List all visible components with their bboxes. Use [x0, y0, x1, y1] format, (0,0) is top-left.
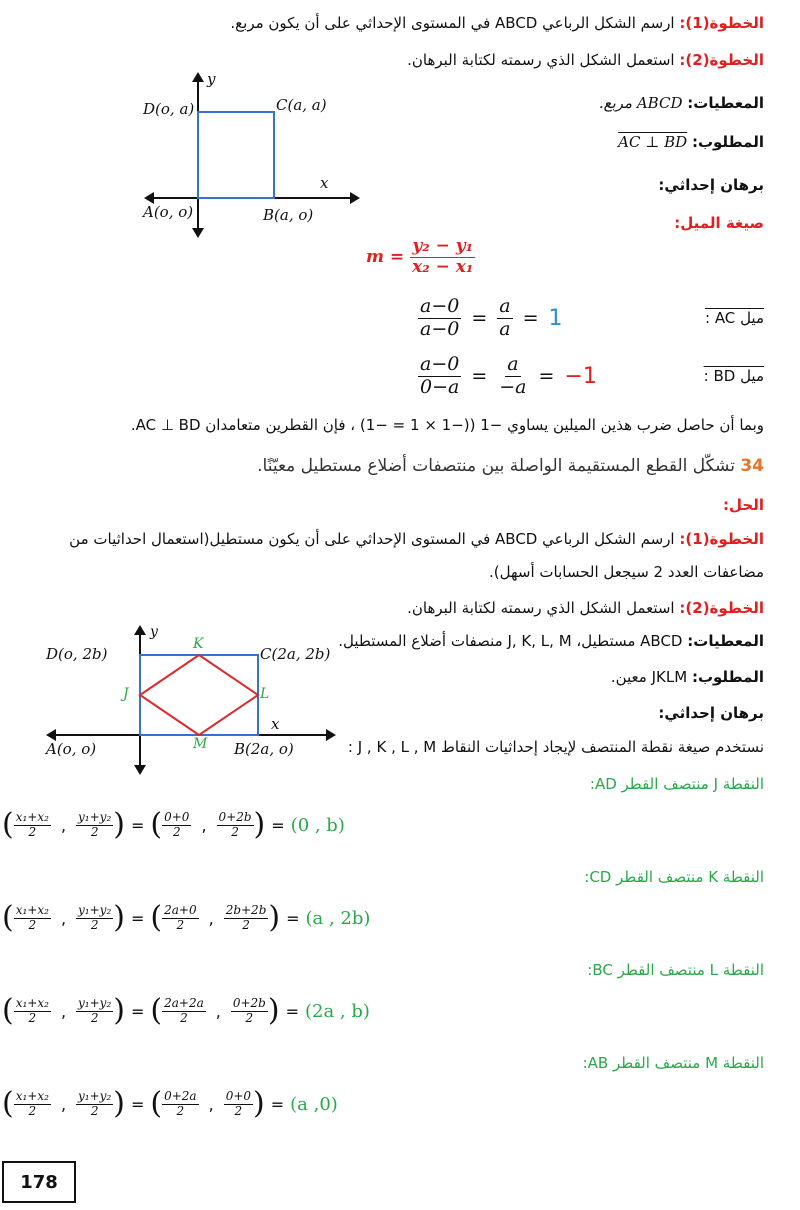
j-d2: 2: [231, 824, 239, 839]
slope-bd-den1: 0−a: [420, 375, 460, 398]
slope-ac-num2: a: [499, 295, 511, 317]
slope-bd-label: [704, 367, 764, 385]
p33-given-text: ABCD مربع.: [598, 94, 683, 112]
j-xden: 2: [28, 824, 37, 839]
slope-ac-num1: a−0: [420, 295, 460, 317]
p34-step2-text: استعمل الشكل الذي رسمته لكتابة البرهان.: [407, 599, 675, 617]
p33-required: [618, 133, 764, 151]
l-xnum: x₁+x₂: [15, 995, 49, 1010]
slope-bd-den2: −a: [499, 375, 527, 398]
p34-step1: [69, 530, 764, 548]
midpoint-k-row: ( $\frac{\text{x₁+x₂}}{2}$ , $\frac{\text{y₁+y₂}}{2}$ ) = ( $\frac{2a+0}{2}$ , $\frac{2b+2b}{2}$ ) = (a , 2b): [2, 900, 371, 935]
slope-formula-num: y₂ − y₁: [412, 236, 474, 256]
x-axis-arrow-right: [350, 192, 360, 204]
j-d1: 2: [172, 824, 181, 839]
p33-required-text: AC ⊥ BD: [618, 133, 688, 151]
fig2-label-a: A(o, o): [46, 740, 97, 758]
p33-given-label: المعطيات:: [687, 94, 764, 112]
p33-conclusion: وبما أن حاصل ضرب هذين الميلين يساوي −1 ((−1 × 1 = −1) ، فإن القطرين متعامدان AC ⊥ BD.: [130, 416, 764, 434]
midpoint-m-result: (a ,0): [290, 1093, 338, 1115]
midpoint-j-row: ( $\frac{\text{x₁+x₂}}{2}$ , $\frac{\text{y₁+y₂}}{2}$ ) = ( $\frac{0+0}{2}$ , $\frac{0+2b}{2}$ ) = (0 , b): [2, 807, 345, 842]
y-axis-arrow-down: [192, 228, 204, 238]
p34-required: [611, 668, 764, 686]
m-yden: 2: [90, 1103, 99, 1118]
p33-slope-formula-label: صيغة الميل:: [674, 214, 764, 232]
slope-bd-result: −1: [564, 363, 597, 389]
l-n2: 0+2b: [232, 995, 266, 1010]
m-comma: ,: [60, 1094, 67, 1114]
k-d1: 2: [176, 917, 185, 932]
midpoint-l-label: النقطة L منتصف القطر BC:: [587, 961, 764, 979]
p34-step1-label: الخطوة(1):: [679, 530, 764, 548]
p34-proof-label: برهان إحداثي:: [658, 704, 764, 722]
m-ynum: y₁+y₂: [78, 1088, 112, 1103]
m-d2: 2: [234, 1103, 243, 1118]
p34-required-label: المطلوب:: [691, 668, 764, 686]
p34-statement-text: تشكّل القطع المستقيمة الواصلة بين منتصفات أضلاع مستطيل معيّنًا.: [257, 456, 735, 476]
p34-number: 34: [740, 456, 764, 476]
slope-bd-num2: a: [507, 353, 519, 375]
x-axis-2-arrow-right: [326, 729, 336, 741]
p33-step1-label: الخطوة(1):: [679, 14, 764, 32]
fig1-label-d: D(o, a): [143, 100, 195, 118]
midpoint-k-label: النقطة K منتصف القطر CD:: [584, 868, 764, 886]
p34-required-text: JKLM معين.: [610, 668, 688, 686]
m-xden: 2: [28, 1103, 37, 1118]
l-ynum: y₁+y₂: [78, 995, 112, 1010]
k-yden: 2: [90, 917, 99, 932]
p34-step1-cont: مضاعفات العدد 2 سيجعل الحسابات أسهل).: [489, 563, 764, 581]
midpoint-l-result: (2a , b): [304, 1000, 370, 1022]
square-abcd: [198, 112, 274, 198]
fig2-label-j: J: [123, 686, 129, 702]
k-n1: 2a+0: [164, 902, 197, 917]
p34-solution-label: الحل:: [723, 496, 764, 514]
fig2-label-l: L: [260, 686, 270, 702]
p33-step1-text: ارسم الشكل الرباعي ABCD في المستوى الإحداثي على أن يكون مربع.: [230, 14, 675, 32]
p34-step2: [407, 599, 764, 617]
fig1-axis-y: y: [207, 70, 216, 88]
fig2-axis-x: x: [271, 715, 280, 733]
slope-ac-label-text: ميل AC :: [704, 309, 764, 327]
p33-step2-label: الخطوة(2):: [679, 51, 764, 69]
l-n1: 2a+2a: [164, 995, 204, 1010]
slope-ac-label: [705, 309, 764, 327]
p34-intro: نستخدم صيغة نقطة المنتصف لإيجاد إحداثيات النقاط J , K , L , M :: [347, 738, 764, 756]
l-d1: 2: [180, 1010, 188, 1025]
midpoint-m-row: ( $\frac{\text{x₁+x₂}}{2}$ , $\frac{\text{y₁+y₂}}{2}$ ) = ( $\frac{0+2a}{2}$ , $\frac{0+0}{2}$ ) = (a ,0): [2, 1086, 338, 1121]
p34-step1-text: ارسم الشكل الرباعي ABCD في المستوى الإحداثي على أن يكون مستطيل(استعمال احداثيات من: [69, 530, 675, 548]
midpoint-j-result: (0 , b): [290, 814, 345, 836]
l-xden: 2: [28, 1010, 37, 1025]
slope-formula: [366, 237, 475, 277]
m-n2: 0+0: [225, 1088, 252, 1103]
midpoint-k-result: (a , 2b): [305, 907, 371, 929]
l-d2: 2: [245, 1010, 254, 1025]
page-number: 178: [2, 1161, 76, 1203]
fig2-label-m: M: [193, 736, 208, 752]
j-ynum: y₁+y₂: [78, 809, 112, 824]
y-axis-arrow-up: [192, 72, 204, 82]
midpoint-l-row: ( $\frac{\text{x₁+x₂}}{2}$ , $\frac{\text{y₁+y₂}}{2}$ ) = ( $\frac{2a+2a}{2}$ , $\frac{0+2b}{2}$ ) = (2a , b): [2, 993, 370, 1028]
k-xnum: x₁+x₂: [15, 902, 49, 917]
slope-bd-num1: a−0: [420, 353, 460, 375]
p34-given-text: ABCD مستطيل، J, K, L, M منصفات أضلاع المستطيل.: [338, 632, 683, 650]
slope-formula-lhs: m =: [366, 247, 405, 268]
slope-ac-den2: a: [499, 317, 511, 340]
fig2-axis-y: y: [150, 624, 158, 640]
j-xnum: x₁+x₂: [15, 809, 49, 824]
m-xnum: x₁+x₂: [15, 1088, 49, 1103]
fig2-label-c: C(2a, 2b): [260, 645, 331, 663]
j-yden: 2: [90, 824, 99, 839]
y-axis-2-arrow-up: [134, 625, 146, 635]
slope-bd-label-text: ميل BD :: [703, 367, 764, 385]
p33-step1: [230, 14, 764, 32]
fig1-axis-x: x: [320, 174, 329, 192]
midpoint-j-label: النقطة J منتصف القطر AD:: [589, 775, 764, 793]
y-axis-2-arrow-down: [134, 765, 146, 775]
k-comma: ,: [60, 908, 67, 928]
j-n1: 0+0: [164, 809, 190, 824]
midpoint-m-label: النقطة M منتصف القطر AB:: [582, 1054, 764, 1072]
p33-step2-text: استعمل الشكل الذي رسمته لكتابة البرهان.: [407, 51, 675, 69]
l-yden: 2: [90, 1010, 99, 1025]
m-n1: 0+2a: [164, 1088, 197, 1103]
p33-proof-label: برهان إحداثي:: [658, 176, 764, 194]
j-comma: ,: [60, 815, 67, 835]
m-d1: 2: [176, 1103, 185, 1118]
slope-ac-result: 1: [548, 305, 563, 331]
k-d2: 2: [242, 917, 250, 932]
fig2-label-d: D(o, 2b): [46, 645, 108, 663]
fig1-label-b: B(a, o): [263, 206, 314, 224]
p34-given: [338, 632, 764, 650]
p33-given: [599, 94, 764, 112]
fig2-label-b: B(2a, o): [234, 740, 294, 758]
k-ynum: y₁+y₂: [78, 902, 112, 917]
p34-given-label: المعطيات:: [687, 632, 764, 650]
slope-bd-expression: $\frac{a-0}{0-a}$ = $\frac{a}{-a}$ = −1: [420, 353, 597, 398]
k-n2: 2b+2b: [225, 902, 267, 917]
k-xden: 2: [28, 917, 37, 932]
l-comma: ,: [60, 1001, 67, 1021]
j-n2: 0+2b: [218, 809, 252, 824]
rectangle-abcd: [140, 655, 258, 735]
fig2-label-k: K: [193, 636, 204, 652]
p33-required-label: المطلوب:: [691, 133, 764, 151]
p34-statement: [257, 456, 764, 476]
slope-ac-den1: a−0: [420, 317, 460, 340]
p33-step2: [407, 51, 764, 69]
slope-ac-expression: $\frac{a-0}{a-0}$ = $\frac{a}{a}$ = 1: [420, 295, 563, 340]
fig1-label-c: C(a, a): [276, 96, 327, 114]
rhombus-jklm: [140, 655, 258, 735]
p34-step2-label: الخطوة(2):: [679, 599, 764, 617]
slope-formula-den: x₂ − x₁: [412, 256, 474, 277]
fig1-label-a: A(o, o): [143, 203, 194, 221]
